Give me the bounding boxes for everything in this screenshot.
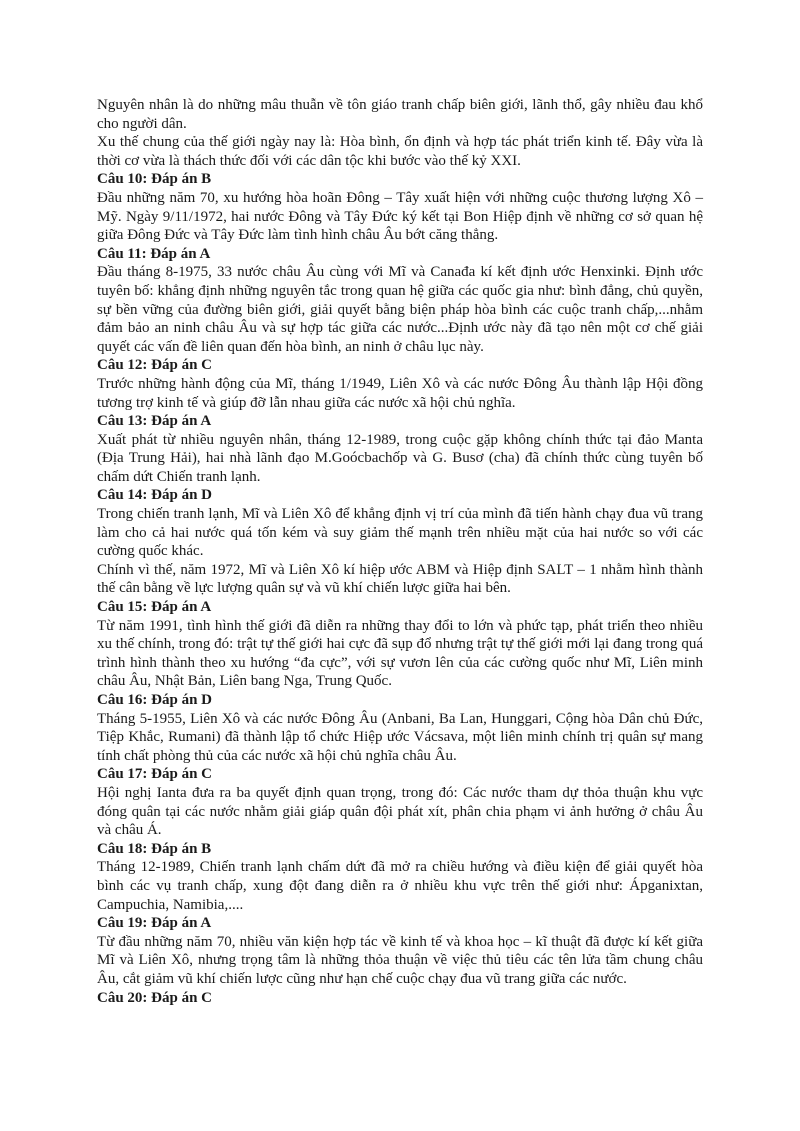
answer-heading: Câu 19: Đáp án A (97, 915, 212, 932)
answer-heading: Câu 14: Đáp án D (97, 487, 213, 504)
answer-heading: Câu 10: Đáp án B (97, 171, 212, 188)
paragraph: Xu thế chung của thế giới ngày nay là: Hòa bình, ổn định và hợp tác phát triển kinh tế. Đây vừa là thời cơ vừa là thách thức đối với các dân tộc khi bước vào thế kỷ XXI. (97, 134, 703, 169)
paragraph: Tháng 5-1955, Liên Xô và các nước Đông Âu (Anbani, Ba Lan, Hunggari, Cộng hòa Dân chủ Đức, Tiệp Khắc, Rumani) đã thành lập tổ chức Hiệp ước Vácsava, một liên minh chính trị quân sự mang tính chất phòng thủ của các nước xã hội chủ nghĩa châu Âu. (97, 710, 703, 764)
paragraph: Đầu những năm 70, xu hướng hòa hoãn Đông – Tây xuất hiện với những cuộc thương lượng Xô – Mỹ. Ngày 9/11/1972, hai nước Đông và Tây Đức ký kết tại Bon Hiệp định về những cơ sở quan hệ giữa Đông Đức và Tây Đức làm tình hình châu Âu bớt căng thẳng. (97, 189, 703, 244)
answer-heading: Câu 13: Đáp án A (97, 413, 212, 430)
answer-heading: Câu 12: Đáp án C (97, 357, 213, 374)
paragraph: Từ đầu những năm 70, nhiều văn kiện hợp tác về kinh tế và khoa học – kĩ thuật đã được kí kết giữa Mĩ và Liên Xô, nhưng trọng tâm là những thỏa thuận về việc thủ tiêu các tên lửa tầm chung châu Âu, cắt giảm vũ khí chiến lược cũng như hạn chế cuộc chạy đua vũ trang giữa các nước. (97, 933, 703, 987)
paragraph: Đầu tháng 8-1975, 33 nước châu Âu cùng với Mĩ và Canađa kí kết định ước Henxinki. Định ước tuyên bố: khẳng định những nguyên tắc trong quan hệ giữa các quốc gia như: bình đẳng, chủ quyền, sự bền vững của đường biên giới, giải quyết bằng biện pháp hòa bình các cuộc tranh chấp,...nhằm đảm bảo an ninh châu Âu và sự hợp tác giữa các nước...Định ước này đã tạo nên một cơ chế giải quyết các vấn đề liên quan đến hòa bình, an ninh ở châu lục này. (97, 264, 703, 355)
paragraph: Từ năm 1991, tình hình thế giới đã diễn ra những thay đổi to lớn và phức tạp, phát triển theo nhiều xu thế chính, trong đó: trật tự thế giới hai cực đã sụp đổ nhưng trật tự thế giới mới lại đang trong quá trình hình thành theo xu hướng “đa cực”, với sự vươn lên của các cường quốc như Mĩ, Liên minh châu Âu, Nhật Bản, Liên bang Nga, Trung Quốc. (97, 617, 703, 690)
paragraph: Nguyên nhân là do những mâu thuẫn về tôn giáo tranh chấp biên giới, lãnh thổ, gây nhiều đau khổ cho người dân. (97, 97, 703, 132)
paragraph: Hội nghị Ianta đưa ra ba quyết định quan trọng, trong đó: Các nước tham dự thỏa thuận khu vực đóng quân tại các nước nhằm giải giáp quân đội phát xít, phân chia phạm vi ảnh hưởng ở châu Âu và châu Á. (97, 784, 703, 839)
paragraph: Xuất phát từ nhiều nguyên nhân, tháng 12-1989, trong cuộc gặp không chính thức tại đảo Manta (Địa Trung Hải), hai nhà lãnh đạo M.Goócbachốp và G. Busơ (cha) đã chính thức cùng tuyên bố chấm dứt Chiến tranh lạnh. (97, 431, 703, 485)
answer-heading: Câu 15: Đáp án A (97, 599, 212, 616)
answer-heading: Câu 18: Đáp án B (97, 840, 212, 857)
document-page (97, 96, 703, 1007)
paragraph: Trước những hành động của Mĩ, tháng 1/1949, Liên Xô và các nước Đông Âu thành lập Hội đồng tương trợ kinh tế và giúp đỡ lẫn nhau giữa các nước xã hội chủ nghĩa. (97, 375, 703, 411)
answer-heading: Câu 11: Đáp án A (97, 245, 211, 262)
answer-heading: Câu 20: Đáp án C (97, 989, 213, 1006)
answer-heading: Câu 17: Đáp án C (97, 766, 213, 783)
paragraph: Tháng 12-1989, Chiến tranh lạnh chấm dứt đã mở ra chiều hướng và điều kiện để giải quyết hòa bình các vụ tranh chấp, xung đột đang diễn ra ở nhiều khu vực trên thế giới như: Ápganixtan, Campuchia, Namibia,.... (97, 859, 703, 913)
paragraph: Trong chiến tranh lạnh, Mĩ và Liên Xô để khẳng định vị trí của mình đã tiến hành chạy đua vũ trang làm cho cả hai nước quá tốn kém và suy giảm thế mạnh trên nhiều mặt của hai nước so với các cường quốc khác. (97, 506, 703, 560)
paragraph: Chính vì thế, năm 1972, Mĩ và Liên Xô kí hiệp ước ABM và Hiệp định SALT – 1 nhằm hình thành thế cân bằng về lực lượng quân sự và vũ khí chiến lược giữa hai bên. (97, 561, 703, 597)
answer-heading: Câu 16: Đáp án D (97, 692, 213, 708)
